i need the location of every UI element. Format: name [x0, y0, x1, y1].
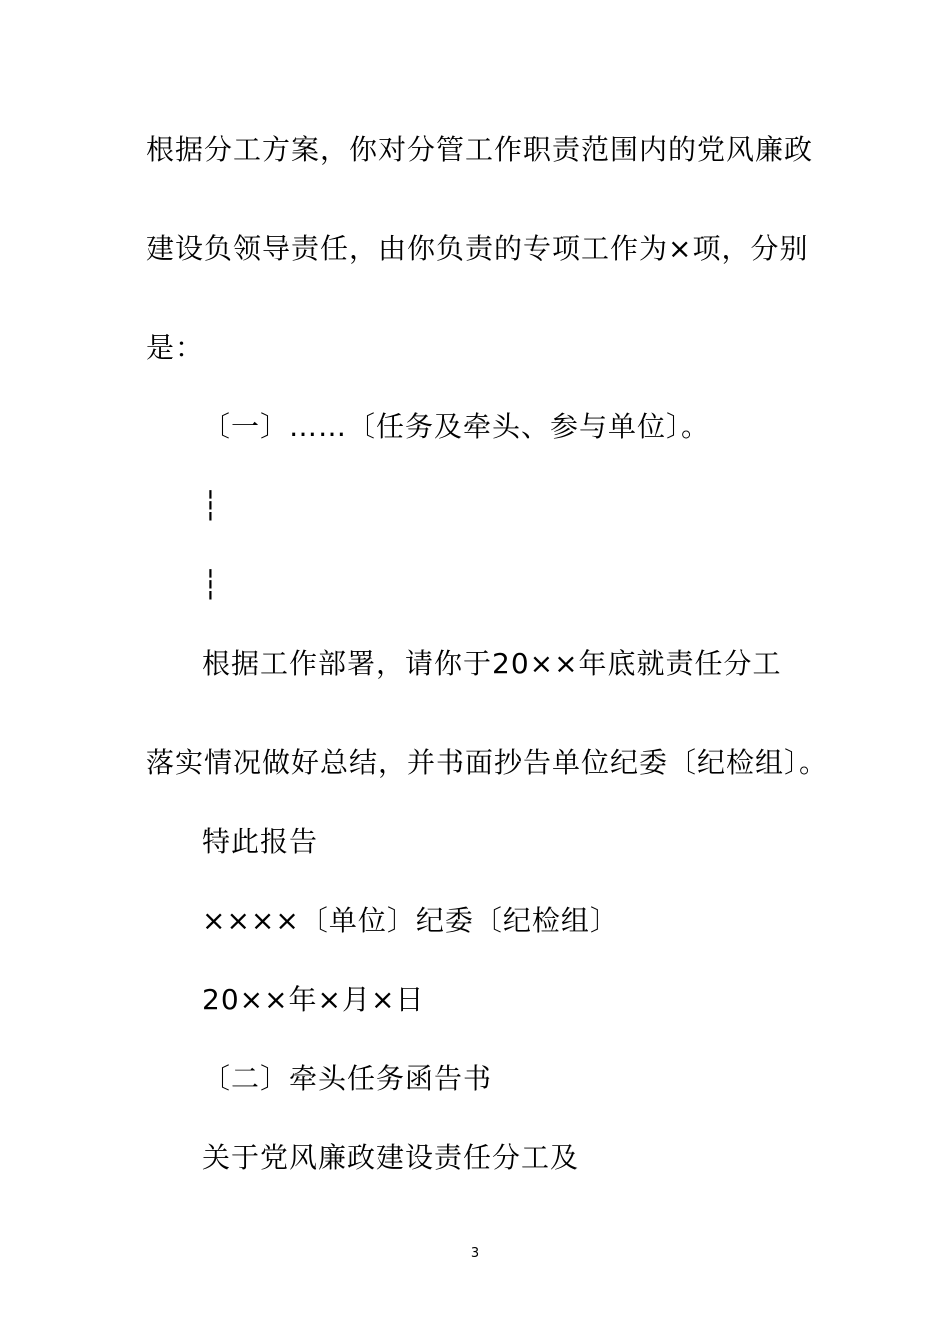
- paragraph-line-3: 是：: [146, 331, 205, 364]
- section-heading-two: 〔二〕牵头任务函告书: [202, 1062, 493, 1095]
- list-item-one: 〔一〕……〔任务及牵头、参与单位〕。: [202, 410, 711, 443]
- paragraph-2-line-2: 落实情况做好总结，并书面抄告单位纪委〔纪检组〕。: [146, 746, 829, 779]
- paragraph-2-line-1: 根据工作部署，请你于20××年底就责任分工: [202, 647, 782, 680]
- signature-date: 20××年×月×日: [202, 983, 425, 1016]
- paragraph-line-1: 根据分工方案，你对分管工作职责范围内的党风廉政: [146, 133, 814, 166]
- vertical-ellipsis-1: ┆: [202, 489, 220, 522]
- vertical-ellipsis-2: ┆: [202, 568, 220, 601]
- section-title-line: 关于党风廉政建设责任分工及: [202, 1141, 580, 1174]
- closing-phrase: 特此报告: [202, 825, 319, 858]
- page-number: 3: [470, 1246, 480, 1261]
- signature-organization: ××××〔单位〕纪委〔纪检组〕: [202, 904, 619, 937]
- paragraph-line-2: 建设负领导责任，由你负责的专项工作为×项，分别: [146, 232, 809, 265]
